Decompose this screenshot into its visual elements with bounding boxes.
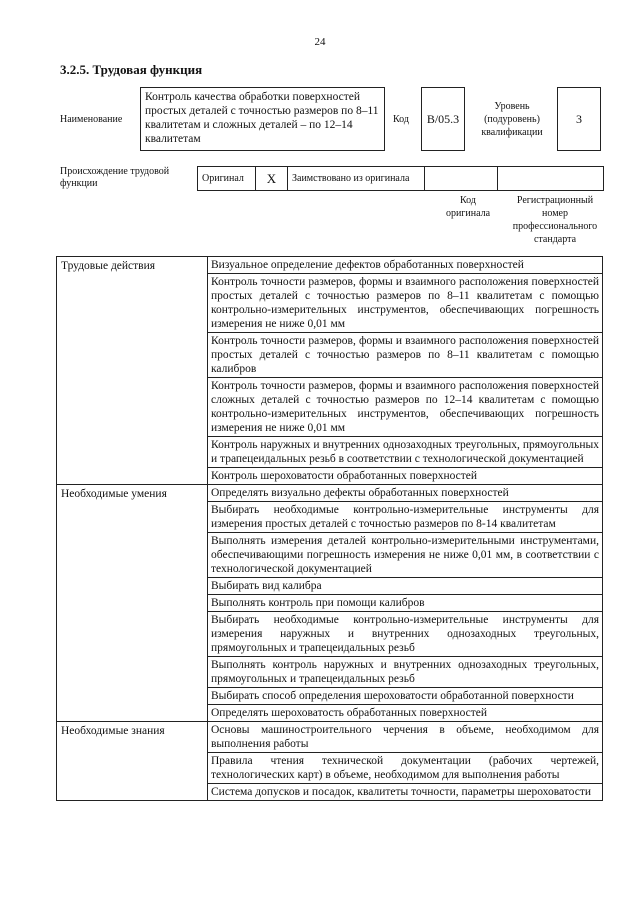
section-item: Определять визуально дефекты обработанных поверхностей [208,485,603,502]
table-row [57,257,603,274]
level-value: 3 [557,87,601,151]
reg-number-caption: Регистрационный номер профессионального стандарта [512,195,598,245]
function-name-box: Контроль качества обработки поверхностей простых деталей с точностью размеров по 8–11 квалитетам и сложных деталей – по 12–14 квалитетам [140,87,385,151]
origin-label: Происхождение трудовой функции [60,166,170,189]
section-name: Необходимые знания [57,722,208,801]
code-original-cell [425,167,498,190]
table-row [57,722,603,753]
section-item: Контроль точности размеров, формы и взаимного расположения поверхностей сложных деталей с точностью размеров по 12–14 квалитетам с помощью контрольно-измерительных инструментов, обеспечивающих погрешность измерения не ниже 0,01 мм [208,378,603,437]
section-title: 3.2.5. Трудовая функция [60,62,203,77]
section-item: Контроль шероховатости обработанных поверхностей [208,468,603,485]
section-item: Правила чтения технической документации (рабочих чертежей, технологических карт) в объеме, необходимом для выполнения работы [208,753,603,784]
section-item: Контроль точности размеров, формы и взаимного расположения поверхностей простых деталей с точностью размеров по 8–11 квалитетам с помощью калибров [208,333,603,378]
origin-row [197,166,604,191]
section-item: Выбирать необходимые контрольно-измерительные инструменты для измерения наружных и внутренних однозаходных треугольных, прямоугольных и трапецеидальных резьб [208,612,603,657]
code-label: Код [393,114,409,125]
page-number: 24 [314,36,326,48]
original-mark: X [256,167,288,190]
code-value: B/05.3 [421,87,465,151]
section-item: Выбирать способ определения шероховатости обработанной поверхности [208,688,603,705]
section-item: Выполнять контроль при помощи калибров [208,595,603,612]
section-item: Основы машиностроительного черчения в объеме, необходимом для выполнения работы [208,722,603,753]
name-label: Наименование [60,114,123,125]
function-table [56,256,603,801]
reg-number-cell [498,167,603,190]
section-item: Система допусков и посадок, квалитеты точности, параметры шероховатости [208,784,603,801]
code-original-caption: Код оригинала [445,195,491,219]
table-row [57,485,603,502]
section-item: Контроль точности размеров, формы и взаимного расположения поверхностей простых деталей с точностью размеров по 8–11 квалитетам с помощью контрольно-измерительных инструментов, обеспечивающих погрешность измерения не ниже 0,01 мм [208,274,603,333]
borrowed-label: Заимствовано из оригинала [288,167,425,190]
section-name: Трудовые действия [57,257,208,485]
function-table-body [57,257,603,801]
section-item: Контроль наружных и внутренних однозаходных треугольных, прямоугольных и трапецеидальных резьб в соответствии с технологической документацией [208,437,603,468]
level-label: Уровень (подуровень) квалификации [481,101,543,138]
section-item: Выполнять измерения деталей контрольно-измерительными инструментами, обеспечивающими погрешность измерения не ниже 0,01 мм, в соответствии с технологической документацией [208,533,603,578]
section-item: Выбирать необходимые контрольно-измерительные инструменты для измерения простых деталей с точностью размеров по 8-14 квалитетам [208,502,603,533]
original-label: Оригинал [198,167,256,190]
section-item: Определять шероховатость обработанных поверхностей [208,705,603,722]
section-name: Необходимые умения [57,485,208,722]
section-item: Визуальное определение дефектов обработанных поверхностей [208,257,603,274]
section-item: Выбирать вид калибра [208,578,603,595]
section-item: Выполнять контроль наружных и внутренних однозаходных треугольных, прямоугольных и трапецеидальных резьб [208,657,603,688]
